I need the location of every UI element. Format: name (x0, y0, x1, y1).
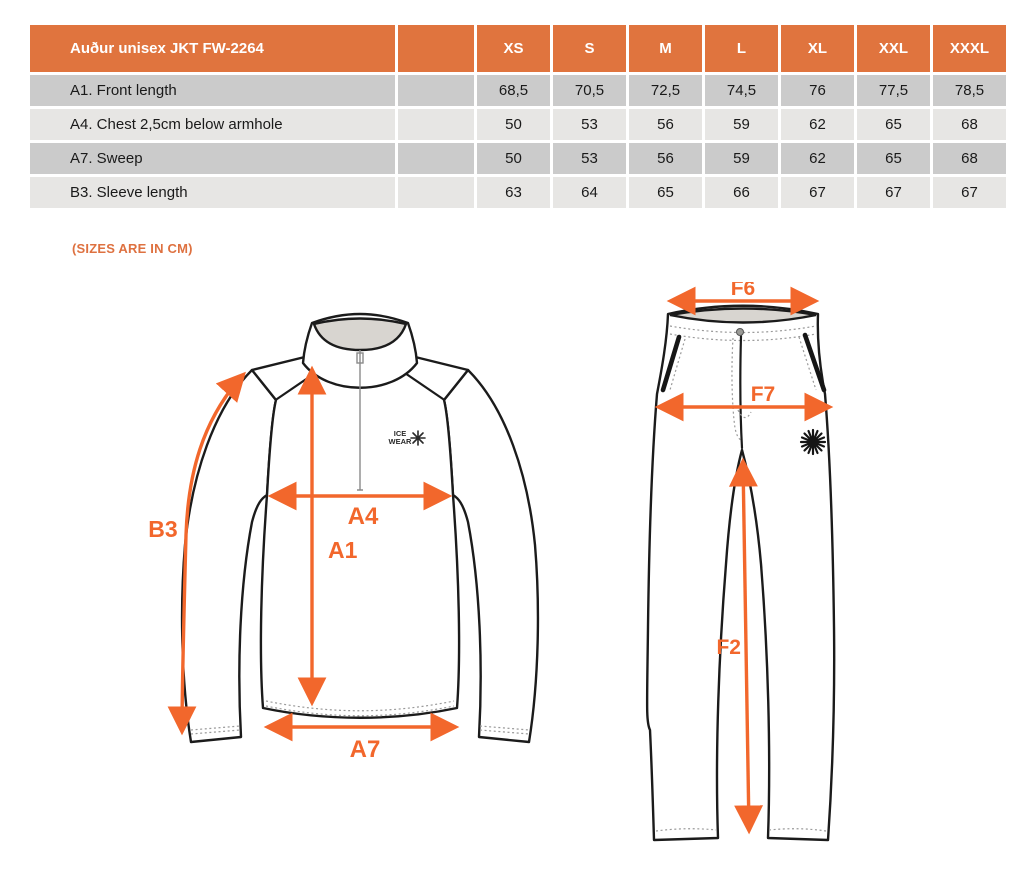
measure-value: 65 (629, 177, 702, 208)
size-table-header-row (30, 25, 1006, 72)
measure-value: 64 (553, 177, 626, 208)
table-row (30, 177, 1006, 208)
snowflake-icon (411, 431, 425, 445)
jacket-label-a1: A1 (328, 537, 358, 563)
measure-value: 63 (477, 177, 550, 208)
size-header-xxxl: XXXL (933, 25, 1006, 72)
measure-value: 59 (705, 109, 778, 140)
logo-text-line2: WEAR (388, 437, 412, 446)
measure-value: 78,5 (933, 75, 1006, 106)
table-row (30, 75, 1006, 106)
measure-value: 53 (553, 143, 626, 174)
measure-value: 50 (477, 109, 550, 140)
size-header-s: S (553, 25, 626, 72)
blank-cell (398, 109, 474, 140)
jacket-label-a7: A7 (349, 736, 381, 763)
product-title: Auður unisex JKT FW-2264 (30, 25, 395, 72)
measure-value: 76 (781, 75, 854, 106)
measure-value: 62 (781, 109, 854, 140)
measure-value: 59 (705, 143, 778, 174)
pants-diagram (600, 282, 860, 872)
size-header-xxl: XXL (857, 25, 930, 72)
size-header-m: M (629, 25, 702, 72)
size-header-l: L (705, 25, 778, 72)
measure-value: 50 (477, 143, 550, 174)
measure-label: A7. Sweep (30, 143, 395, 174)
measure-value: 56 (629, 109, 702, 140)
measure-value: 72,5 (629, 75, 702, 106)
measure-value: 65 (857, 143, 930, 174)
pants-arrow-f2 (743, 462, 749, 830)
measure-value: 53 (553, 109, 626, 140)
table-row (30, 143, 1006, 174)
measure-value: 67 (857, 177, 930, 208)
size-header-xl: XL (781, 25, 854, 72)
waist-button (737, 329, 744, 336)
jacket-label-a4: A4 (347, 503, 379, 530)
size-table (27, 22, 1009, 211)
measure-value: 68 (933, 143, 1006, 174)
measure-value: 65 (857, 109, 930, 140)
measure-value: 62 (781, 143, 854, 174)
measure-value: 56 (629, 143, 702, 174)
pants-label-f2: F2 (716, 636, 741, 659)
measure-label: A4. Chest 2,5cm below armhole (30, 109, 395, 140)
blank-cell (398, 75, 474, 106)
blank-cell (398, 177, 474, 208)
measure-value: 68 (933, 109, 1006, 140)
measure-label: A1. Front length (30, 75, 395, 106)
logo-text-line1: ICE (393, 429, 407, 438)
measure-value: 67 (781, 177, 854, 208)
measure-value: 70,5 (553, 75, 626, 106)
blank-cell (398, 143, 474, 174)
snowflake-icon (801, 430, 825, 454)
header-blank-cell (398, 25, 474, 72)
jacket-label-b3: B3 (148, 516, 178, 542)
measure-value: 66 (705, 177, 778, 208)
measure-value: 67 (933, 177, 1006, 208)
measure-value: 77,5 (857, 75, 930, 106)
pants-label-f6: F6 (730, 282, 756, 300)
measure-label: B3. Sleeve length (30, 177, 395, 208)
measure-value: 68,5 (477, 75, 550, 106)
table-row (30, 109, 1006, 140)
sizes-in-cm-note: (SIZES ARE IN CM) (72, 241, 193, 256)
size-header-xs: XS (477, 25, 550, 72)
measure-value: 74,5 (705, 75, 778, 106)
jacket-diagram (140, 290, 580, 770)
pants-label-f7: F7 (750, 383, 776, 406)
